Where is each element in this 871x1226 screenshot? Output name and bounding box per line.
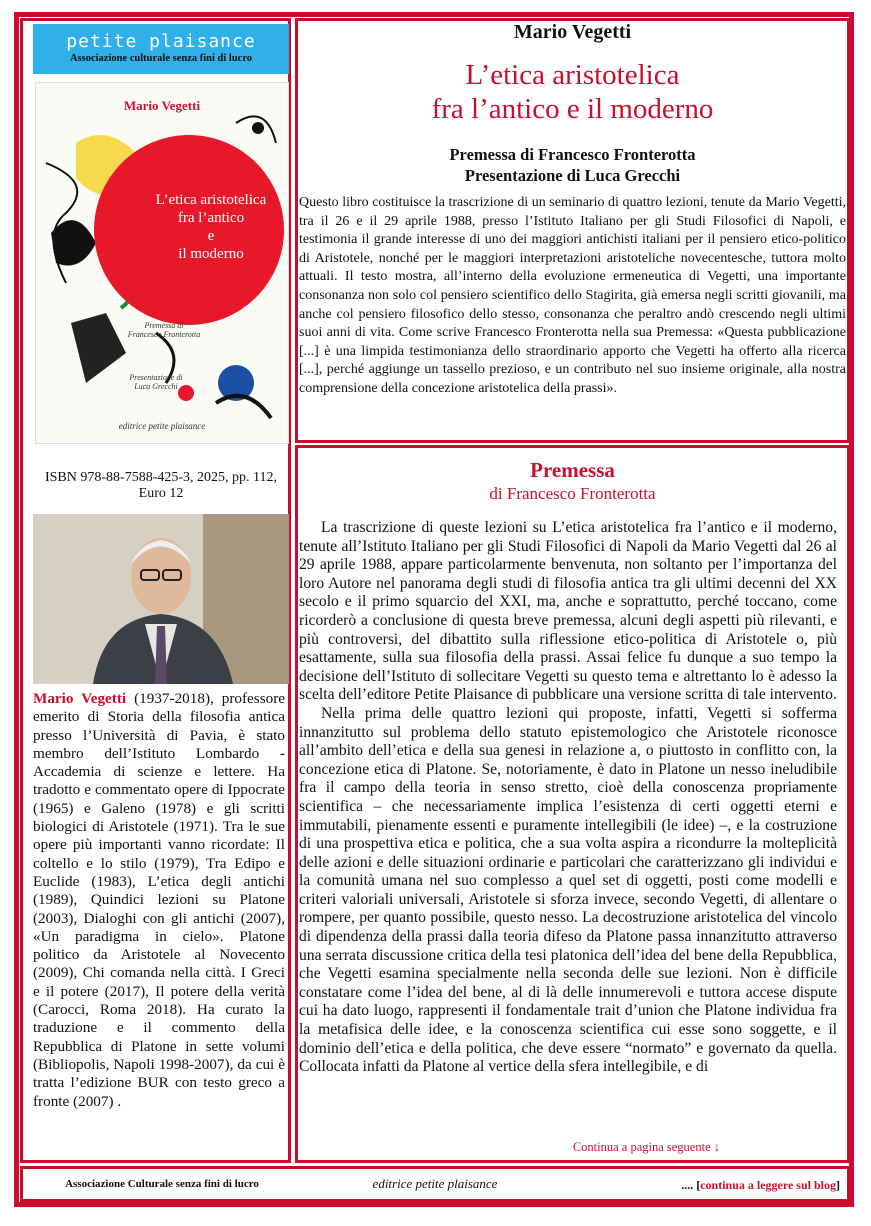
book-credits: Premessa di Francesco Fronterotta Presentazione di Luca Grecchi — [449, 145, 696, 185]
brand-banner[interactable] — [33, 24, 289, 74]
book-author: Mario Vegetti — [513, 21, 632, 43]
brand-subtitle: Associazione culturale senza fini di lucro — [69, 53, 253, 64]
premessa-paragraph-2: Nella prima delle quattro lezioni qui proposte, infatti, Vegetti si sofferma innanzitutto sul problema dello statuto epistemologico che Aristotele riconosce all’ambito dell’etica e della sua genesi in relazione a, o piuttosto in conflitto con, la concezione etica di Platone. Se, notoriamente, è dato in Platone un nesso ineludibile fra il campo della teoria in senso stretto, cioè della conoscenza propriamente scientifica – che necessariamente implica l’esistenza di certi oggetti eterni e immutabili, pienamente essenti e puramente intellegibili (le idee) –, e la costruzione di una prospettiva etica e politica, che a sua volta aspira a ricondurre la molteplicità delle azioni e delle situazioni ordinarie e particolari che caratterizzano gli individui e la comunità umana nel suo complesso a quel set di oggetti, posti come modelli e criteri valoriali universali, Aristotele si sforza invece, secondo Vegetti, di allentare o rompere, per quanto possibile, questo nesso. La decostruzione aristotelica del vincolo di dipendenza della prassi dalla teoria difeso da Platone passa innanzitutto attraverso una serrata discussione critica della tesi platonica dell’idea del bene della Repubblica, che Vegetti esamina specialmente nella seconda delle sue lezioni. Non è difficile constatare come l’idea del bene, al di là delle innumerevoli e tuttora accese dispute cui ha dato luogo, rappresenti il fondamentale trait d’union che Platone individua fra la metafisica delle idee, e la conoscenza scientifica cui esse sono soggette, e il dominio dell’etica e della politica, che deve essere “normato” e governato da quella. Collocata infatti da Platone al vertice della sfera intellegibile, e di — [299, 704, 837, 1076]
author-photo — [33, 514, 289, 684]
cover-title: L’etica aristotelica fra l’antico e il moderno — [155, 192, 267, 262]
cover-publisher: editrice petite plaisance — [118, 421, 206, 431]
premessa-author: di Francesco Fronterotta — [489, 484, 656, 503]
cover-premessa: Premessa di Francesco Fronterotta — [127, 321, 201, 339]
author-portrait-icon — [33, 514, 289, 684]
premessa-paragraph-1: La trascrizione di queste lezioni su L’etica aristotelica fra l’antico e il moderno, tenute all’Istituto Italiano per gli Studi Filosofici di Napoli da Mario Vegetti dal 26 al 29 aprile 1988, appare particolarmente benvenuta, non soltanto per l’importanza del loro Autore nel panorama degli studi di filosofia antica tra gli ultimi decenni del XX secolo e il primo squarcio del XXI, ma, anche e soprattutto, perché toccano, come ricorderò a conclusione di questa breve premessa, alcuni degli aspetti più rilevanti, e più controversi, del dibattito sulla riflessione etico-politica di Aristotele o, più esattamente, sulla sua filosofia della prassi. Assai felice fu dunque a suo tempo la decisione dell’Istituto di sollecitare Vegetti su questo tema e altrettanto lo è adesso la scelta dell’editore Petite Plaisance di pubblicare una versione scritta di tale intervento. — [299, 519, 837, 704]
book-description: Questo libro costituisce la trascrizione di un seminario di quattro lezioni, tenute da Mario Vegetti, tra il 26 e il 29 aprile 1988, presso l’Istituto Italiano per gli Studi Filosofici di Napoli, e testimonia il grande interesse di uno dei maggiori antichisti italiani per il pensiero etico-politico di Aristotele, nonché per le maggiori interpretazioni aristoteliche novecentesche, tuttora molto attuali. Il testo mostra, all’interno della evoluzione ermeneutica di Vegetti, una importante consonanza non solo col pensiero scientifico dello Stagirita, già emersa negli scritti giovanili, ma anche col pensiero filosofico dello stesso, consonanza che peraltro andò crescendo negli ultimi suoi anni di vita. Come scrive Francesco Fronterotta nella sua Premessa: «Questa pubblicazione [...] è una limpida testimonianza dello straordinario apporto che Vegetti ha offerto alla ricerca [...], perché aggiunge un tassello prezioso, e un contributo nel suo insieme originale, alla nostra comprensione della concezione aristotelica della prassi». — [299, 195, 846, 396]
brand-name: petite plaisance — [66, 31, 256, 52]
book-title: L’etica aristotelica fra l’antico e il moderno — [431, 59, 714, 125]
footer-publisher: editrice petite plaisance — [372, 1176, 498, 1191]
blog-link[interactable]: continua a leggere sul blog — [700, 1178, 836, 1192]
author-bio — [33, 690, 285, 1111]
cover-presentazione: Presentazione di Luca Grecchi — [129, 373, 183, 391]
footer-blog: .... [continua a leggere sul blog] — [681, 1178, 840, 1192]
cover-author: Mario Vegetti — [123, 98, 201, 113]
premessa-text — [299, 519, 837, 1077]
bio-author-name: Mario Vegetti — [33, 690, 127, 707]
premessa-title: Premessa — [530, 458, 615, 482]
book-cover[interactable] — [35, 82, 289, 444]
continue-link[interactable]: Continua a pagina seguente ↓ — [572, 1140, 720, 1154]
isbn-info: ISBN 978-88-7588-425-3, 2025, pp. 112, Euro 12 — [44, 470, 278, 501]
footer-association: Associazione Culturale senza fini di lucro — [65, 1178, 259, 1190]
bio-text: (1937-2018), professore emerito di Storia della filosofia antica presso l’Università di Pavia, è stato membro dell’Istituto Lombardo - Accademia di scienze e lettere. Ha tradotto e commentato opere di Ippocrate (1965) e Galeno (1978) e gli scritti biologici di Aristotele (1971). Tra le sue opere più importanti vanno ricordate: Il coltello e lo stilo (1979), Tra Edipo e Euclide (1983), L’etica degli antichi (1989), Quindici lezioni su Platone (2003), Dialoghi con gli antichi (2007), «Un paradigma in cielo». Platone politico da Aristotele al Novecento (2009), Chi comanda nella città. I Greci e il potere (2017), Il potere della verità (Carocci, Roma 2018). Ha curato la traduzione e il commento della Repubblica di Platone in sette volumi (Bibliopolis, Napoli 1998-2007), da cui è tratta l’edizione BUR con testo greco a fronte (2007) . — [33, 690, 285, 1110]
